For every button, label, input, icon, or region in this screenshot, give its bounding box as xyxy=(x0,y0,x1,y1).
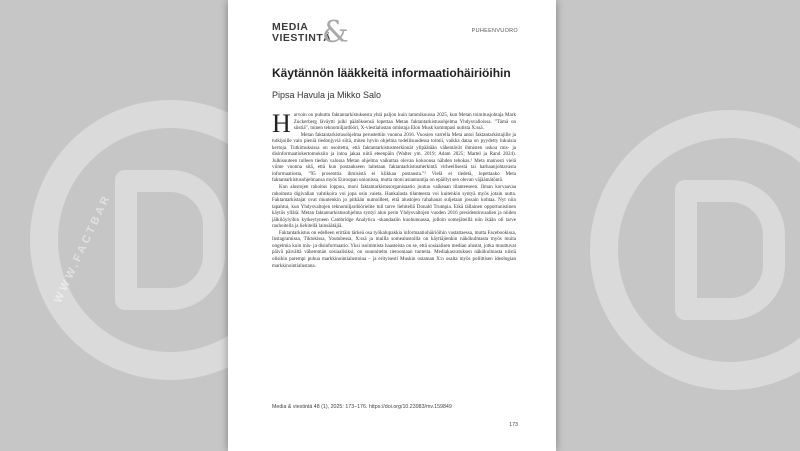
article-body xyxy=(272,109,516,269)
page-number: 173 xyxy=(509,422,518,428)
paragraph xyxy=(272,109,516,138)
paragraph-text: arvoin on puhuttu faktantarkistuksesta yhtä paljon kuin tammikuussa 2025, kun Metan toimitusjohtaja Mark Zuckerberg läväytti julki päätöksensä lopettaa Metan faktantarkistusohjelma Yhdysvalloissa. ”Tämä on siistiä”, toinen teknomiljardööri, X-viestialustan omistaja Elon Musk kommpasi uutista X:ssä. xyxy=(293,112,516,132)
background-logo-shape xyxy=(115,170,225,310)
background-logo-right xyxy=(590,110,800,390)
section-label: PUHEENVUORO xyxy=(471,28,518,34)
watermark-url: WWW.FACTBAR xyxy=(52,192,114,306)
citation-footer: Media & viestintä 48 (1), 2025: 173–176. https://doi.org/10.23983/mv.159849 xyxy=(272,404,452,410)
document-page xyxy=(228,0,556,451)
paragraph: Kun alustojen rahoitus loppuu, moni faktantarkistusorganisaatio joutuu vaikeaan tilanteeseen. Ilman korvaavaa rahoitusta digivallan vahtikoira voi jopa osin vaieta. Hankalasta tilanteesta voi kuitenkin syntyä myös jotain uutta. Faktantarkistajat ovat muutenkin jo pitkään uumoilleet, että alustojen rahahanat suljetaan jossain kohtaa. Nyt niin tapahtui, kun Yhdysvaltojen teknomiljardöörielite tuli tarve liehitellä Donald Trumpia. Eikä tällainen opportunistinen käytös yllätä: Metan faktantarkistusohjelma syntyi alun perin Yhdysvaltojen vuoden 2016 presidentinvaalien ja niiden jälkilöylyihin kytkeytyneen Cambridge Analytica -skandaalin kuohunnassa, jolloin somejäteillä niin ikään oli tarve rauhoitella ja liehitellä lainsäätäjiä. xyxy=(272,184,516,230)
article-authors: Pipsa Havula ja Mikko Salo xyxy=(272,90,382,100)
article-title: Käytännön lääkkeitä informaatiohäiriöihin xyxy=(272,66,511,80)
logo-line-1: MEDIA xyxy=(272,21,309,33)
journal-logo xyxy=(272,15,392,50)
background-logo-shape xyxy=(675,180,785,320)
paragraph: Metan faktantarkistusohjelma perustettiin vuonna 2016. Vuosien varrella Meta antoi faktantarkistajille ja tutkijoille vain pieniä tiedonjyviä siitä, miten hyvin ohjelma todellisuudessa toimii, vaikka dataa on pyydetty lukuisia kertoja. Tutkimuksissa on osoitettu, että faktantarkistusmerkinnät ylipäätään vähentävät ihmisten uskoa mis- ja disinformaatiokertomuksiin ja intoa jakaa niitä eteenpäin (Walter ym. 2019; Adam 2025; Martel ja Rand 2024). Julkisuuteen tulleen tiedon valossa Metan ohjelma vaikuttaa olevan kokoonsa nähden tehokas.¹ Meta mainosti vielä viime vuonna sitä, että kun postaukseen laitetaan faktantarkistusmerkintä virheellisestä tai harhaanjohtavasta informaatiosta, ”95 prosenttia ihmisistä ei klikkaa postausta.”² Vielä ei tiedetä, lopettaako Meta faktantarkistusohjelmansa myös Euroopan unionissa, mutta moni asiantuntija on epäillyt sen olevan väjäämätöntä. xyxy=(272,131,516,184)
logo-ampersand: & xyxy=(322,15,349,50)
paragraph: Faktantarkistus on edelleen erittäin tärkeä osa työkalupakkia informaatiohäiriöihin vastattaessa, mutta Facebookissa, Instagramissa, Tiktokissa, Youtubessa, X:ssä ja muilla somealustoilla on käyttäjienkin näkökulmasta myös muita ongelmia kuin mis- ja disinformaatio. Yksi isoimmista haasteista on se, että sosiaalisen median alustat, jotka muuttuvat päivä päivältä vähemmän sosiaalisiksi, on suunniteltu tietoomaan tunteita. Mediakasvatuksen näkökulmasta niistä olisikin parempi puhua markkinointialustoina – ja erityisesti Muskin ostaman X:n osalta myös poliittisen ideologian markkinointialustana. xyxy=(272,229,516,269)
logo-line-2: VIESTINTÄ xyxy=(272,32,332,44)
drop-cap: H xyxy=(272,109,291,138)
